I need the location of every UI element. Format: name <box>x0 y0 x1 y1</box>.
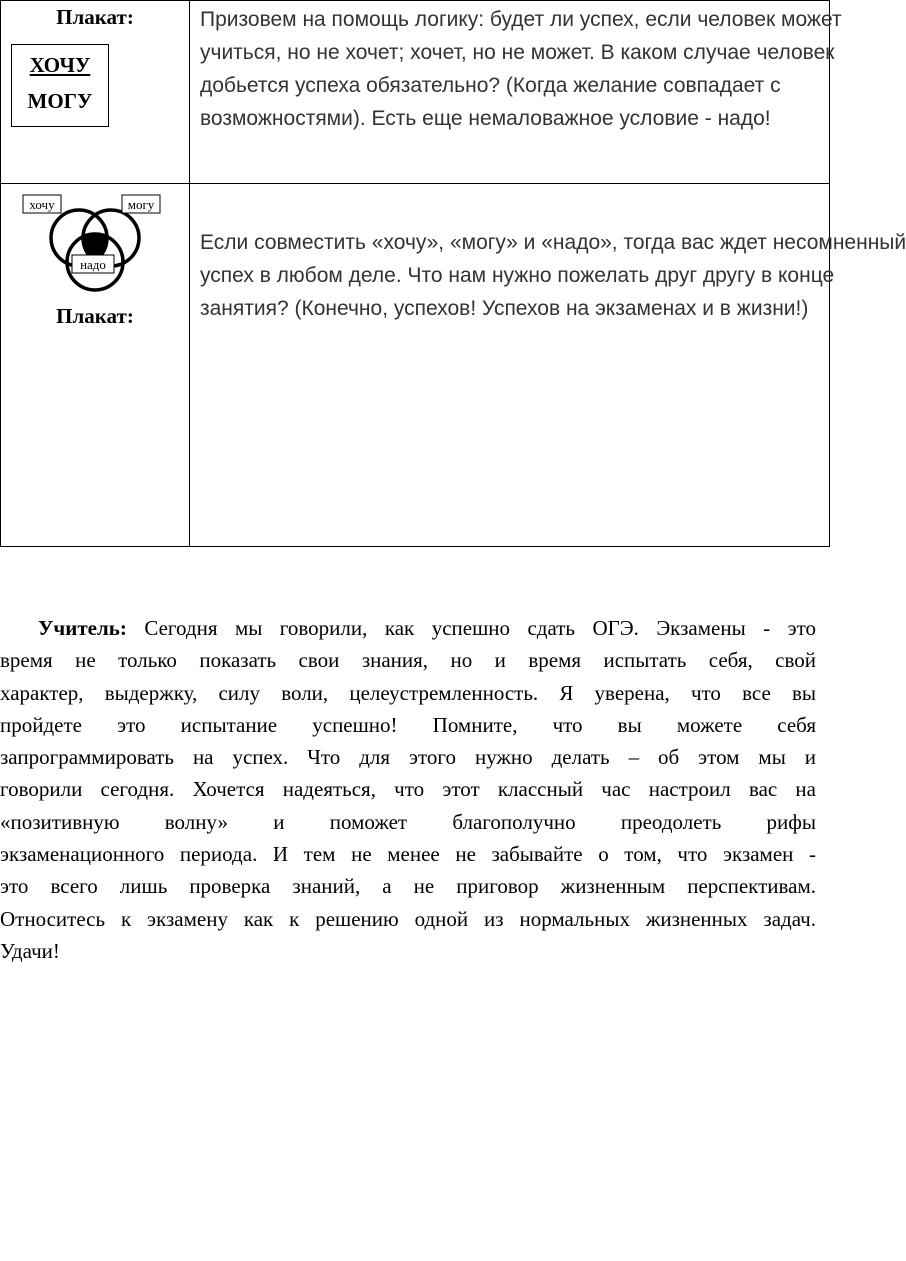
paragraph-line: характер, выдержку, силу воли, целеустремленность. Я уверена, что все вы <box>0 680 816 705</box>
teacher-paragraph <box>0 612 816 967</box>
poster-label: Плакат: <box>56 5 134 29</box>
speaker-label: Учитель: <box>38 616 127 640</box>
paragraph-line: запрограммировать на успех. Что для этого нужно делать – об этом мы и <box>0 745 816 770</box>
poster-word-want: ХОЧУ <box>29 53 91 77</box>
paragraph-line <box>0 612 816 644</box>
paragraph-line: Удачи! <box>0 938 60 963</box>
text-line: Призовем на помощь логику: будет ли успех, если человек может <box>200 8 842 31</box>
table-row <box>1 1 830 184</box>
paragraph-line: «позитивную волну» и поможет благополучно преодолеть рифы <box>0 809 816 834</box>
table-cell-text <box>190 1 842 184</box>
venn-diagram <box>1 194 189 304</box>
venn-label-can: могу <box>127 197 155 212</box>
paragraph-line: говорили сегодня. Хочется надеяться, что этот классный час настроил вас на <box>0 777 816 802</box>
table-cell-label <box>1 1 190 184</box>
poster-box <box>11 44 109 127</box>
text-line: занятия? (Конечно, успехов! Успехов на экзаменах и в жизни!) <box>200 297 809 320</box>
poster-word-can: МОГУ <box>27 89 93 113</box>
lesson-table <box>0 0 906 547</box>
poster-label: Плакат: <box>56 304 134 328</box>
text-line: добьется успеха обязательно? (Когда желание совпадает с <box>200 74 781 97</box>
venn-label-want: хочу <box>29 197 55 212</box>
text-line: возможностями). Есть еще немаловажное условие - надо! <box>200 107 771 130</box>
text-line: успех в любом деле. Что нам нужно пожелать друг другу в конце <box>200 264 835 287</box>
table-cell-text <box>190 184 906 547</box>
paragraph-line: это всего лишь проверка знаний, а не приговор жизненным перспективам. <box>0 874 816 899</box>
paragraph-line: пройдете это испытание успешно! Помните, что вы можете себя <box>0 712 816 737</box>
table-cell-label <box>1 184 190 547</box>
text-line: Если совместить «хочу», «могу» и «надо», тогда вас ждет несомненный <box>200 231 906 254</box>
paragraph-text: Сегодня мы говорили, как успешно сдать ОГЭ. Экзамены - это <box>144 616 817 640</box>
paragraph-line: Относитесь к экзамену как к решению одной из нормальных жизненных задач. <box>0 906 816 931</box>
paragraph-line: время не только показать свои знания, но и время испытать себя, свой <box>0 648 816 673</box>
table-row <box>1 184 830 547</box>
paragraph-line: экзаменационного периода. И тем не менее не забывайте о том, что экзамен - <box>0 842 816 867</box>
venn-label-need: надо <box>80 257 106 272</box>
text-line: учиться, но не хочет; хочет, но не может. В каком случае человек <box>200 41 835 64</box>
